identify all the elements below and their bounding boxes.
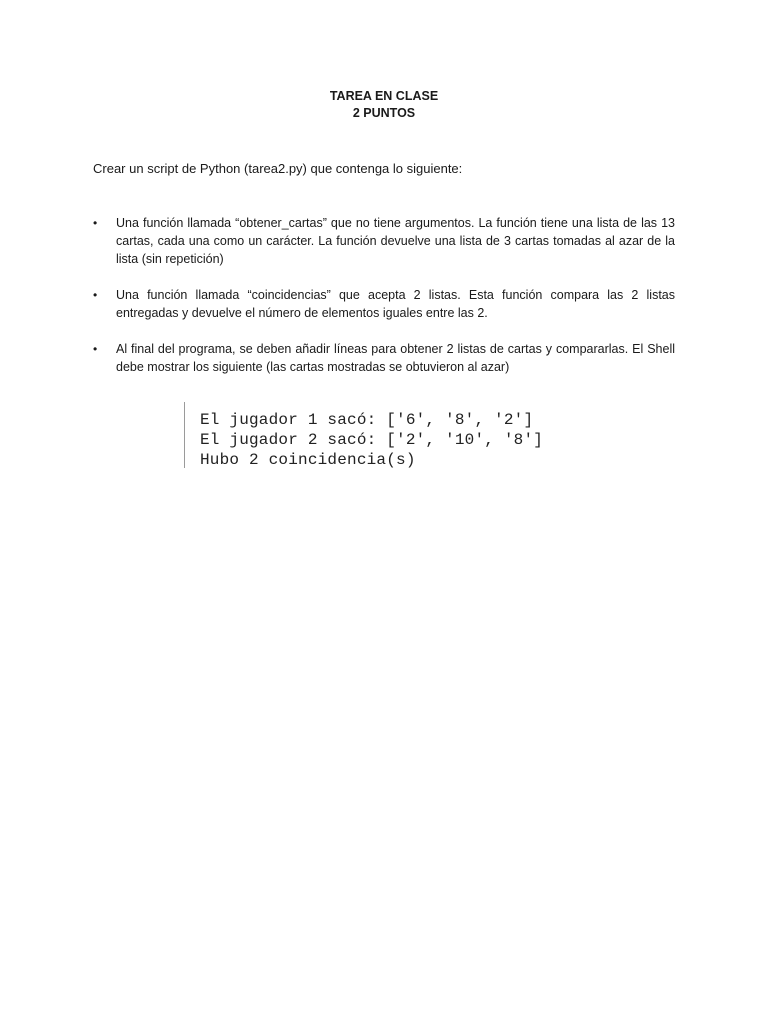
bullet-dot-icon: • bbox=[93, 288, 98, 302]
bullet-text: Al final del programa, se deben añadir líneas para obtener 2 listas de cartas y compararlas. El Shell debe mostrar los siguiente (las cartas mostradas se obtuvieron al azar) bbox=[116, 342, 675, 374]
bullet-list bbox=[93, 214, 675, 394]
bullet-dot-icon: • bbox=[93, 216, 98, 230]
title-line-2: 2 PUNTOS bbox=[352, 106, 416, 120]
intro-paragraph: Crear un script de Python (tarea2.py) que contenga lo siguiente: bbox=[93, 161, 463, 176]
shell-output-screenshot bbox=[184, 402, 585, 468]
bullet-item-coincidencias bbox=[93, 286, 675, 322]
bullet-text: Una función llamada “coincidencias” que acepta 2 listas. Esta función compara las 2 listas entregadas y devuelve el número de elementos iguales entre las 2. bbox=[116, 288, 675, 320]
bullet-item-final-programa bbox=[93, 340, 675, 376]
bullet-item-obtener-cartas bbox=[93, 214, 675, 268]
shell-line-player-2: El jugador 2 sacó: ['2', '10', '8'] bbox=[200, 431, 544, 449]
shell-line-player-1: El jugador 1 sacó: ['6', '8', '2'] bbox=[200, 411, 534, 429]
bullet-dot-icon: • bbox=[93, 342, 98, 356]
bullet-text: Una función llamada “obtener_cartas” que no tiene argumentos. La función tiene una lista de las 13 cartas, cada una como un carácter. La función devuelve una lista de 3 cartas tomadas al azar de la lista (sin repetición) bbox=[116, 216, 675, 266]
shell-line-matches: Hubo 2 coincidencia(s) bbox=[200, 451, 416, 469]
title-line-1: TAREA EN CLASE bbox=[329, 89, 439, 103]
document-title bbox=[0, 88, 768, 122]
